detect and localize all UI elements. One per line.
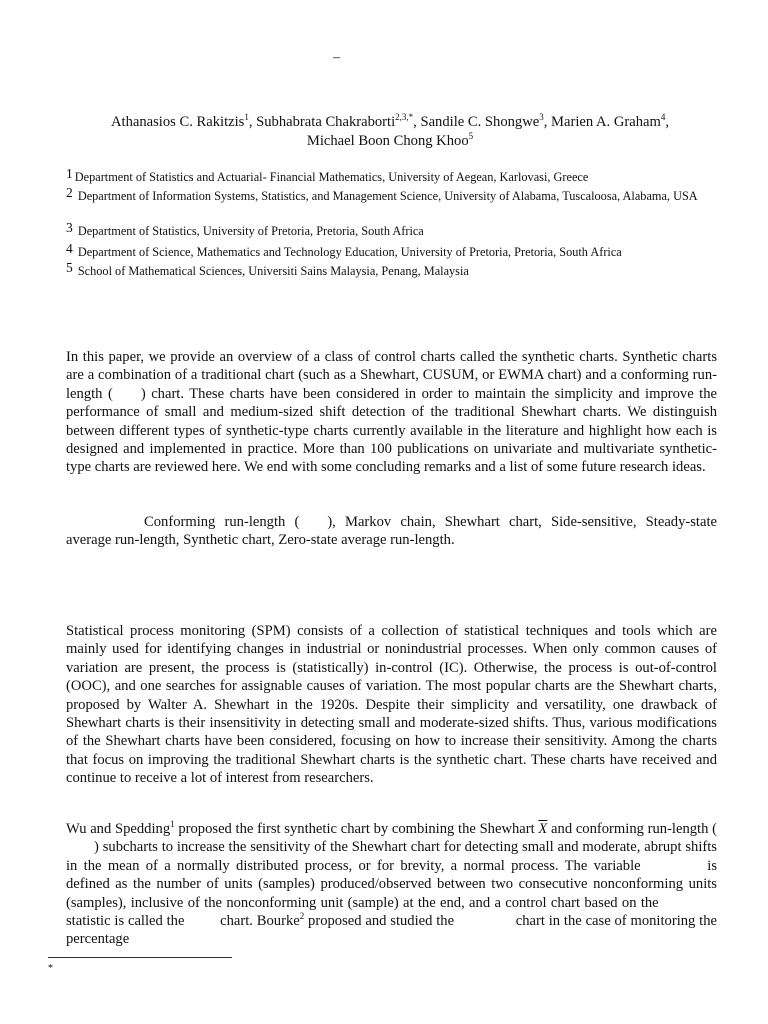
- affiliation-number: 1: [66, 166, 73, 181]
- affiliation-text: Department of Science, Mathematics and Technology Education, University of Pretoria, Pretoria, South Africa: [74, 245, 622, 259]
- author-name: Marien A. Graham: [551, 114, 661, 130]
- affiliation: [66, 260, 716, 279]
- intro-text: proposed and studied the: [304, 913, 455, 930]
- author-affiliation-mark: 5: [468, 131, 474, 142]
- keywords-paragraph: [66, 513, 717, 550]
- abstract-text: In this paper, we provide an overview of a class of control charts called the synthetic charts. Synthetic charts are a combination of a traditional chart (such as a Shewhart, CUSUM, or EWMA chart) and a conforming run-length (: [66, 349, 717, 402]
- intro-text: chart. Bourke: [220, 913, 300, 930]
- abstract-paragraph: [66, 348, 717, 477]
- footnote-mark: *: [48, 963, 53, 974]
- author-name: Subhabrata Chakraborti: [256, 114, 396, 130]
- author-affiliation-mark: 2,3,*: [395, 112, 414, 123]
- affiliation-number: 5: [66, 260, 73, 275]
- author-name: Sandile C. Shongwe: [420, 114, 540, 130]
- footnote-separator: [48, 957, 232, 958]
- abstract-text: ) chart. These charts have been considered in order to maintain the simplicity and improve the performance of small and medium-sized shift detection of the traditional Shewhart charts. We distinguish between different types of synthetic-type charts currently available in the literature and highlight how each is designed and implemented in practice. More than 100 publications on univariate and multivariate synthetic-type charts are reviewed here. We end with some concluding remarks and a list of some future research ideas.: [66, 385, 717, 476]
- affiliation-text: School of Mathematical Sciences, Universiti Sains Malaysia, Penang, Malaysia: [74, 264, 469, 278]
- affiliation: [66, 241, 716, 260]
- affiliation-text: Department of Information Systems, Statistics, and Management Science, University of Alabama, Tuscaloosa, Alabama, USA: [74, 189, 698, 203]
- intro-text: is defined as the number of units (samples) produced/observed between two consecutive nonconforming units (samples), inclusive of the nonconforming unit (sample) at the end, and a control chart based on the: [66, 857, 717, 911]
- affiliation-text: Department of Statistics, University of Pretoria, Pretoria, South Africa: [74, 224, 424, 238]
- affiliation-number: 2: [66, 185, 73, 200]
- intro-text: and conforming run-length (: [547, 821, 717, 837]
- keywords-text: ), Markov chain, Shewhart chart, Side-sensitive, Steady-state average run-length, Synthetic chart, Zero-state average run-length.: [66, 514, 717, 549]
- header-dash: –: [333, 50, 340, 65]
- introduction-paragraph-2: [66, 820, 717, 949]
- affiliation-text: Department of Statistics and Actuarial- Financial Mathematics, University of Aegean, Karlovasi, Greece: [74, 170, 589, 184]
- introduction-paragraph-1: Statistical process monitoring (SPM) consists of a collection of statistical techniques and tools which are mainly used for identifying changes in industrial or nonindustrial processes. When only common causes of variation are present, the process is (statistically) in-control (IC). Otherwise, the process is out-of-control (OOC), and one searches for assignable causes of variation. The most popular charts are the Shewhart charts, proposed by Walter A. Shewhart in the 1920s. Despite their simplicity and versatility, one drawback of Shewhart charts is their insensitivity in detecting small and moderate-sized shifts. Thus, various modifications of the Shewhart charts have been considered, focusing on how to increase their sensitivity. Among the charts that focus on improving the traditional Shewhart charts is the synthetic chart. These charts have received and continue to receive a lot of interest from researchers.: [66, 623, 717, 787]
- author-list: Athanasios C. Rakitzis$^1$, Subhabrata Chakraborti$^{2,3,*}$, Sandile C. Shongwe$^3$, Marien A. Graham$^4$, Michael Boon Chong Khoo$^5$: [110, 112, 670, 149]
- intro-text: Wu and Spedding: [66, 821, 171, 837]
- author-affiliation-mark: 4: [660, 112, 666, 123]
- author-affiliation-mark: 1: [244, 112, 249, 123]
- x-bar-symbol: $\overline{X}$: [538, 821, 548, 837]
- citation-mark: 2: [299, 911, 305, 922]
- affiliation: [66, 220, 716, 239]
- author-name: Michael Boon Chong Khoo: [306, 133, 469, 149]
- keywords-text: Conforming run-length (: [144, 514, 300, 530]
- intro-text: proposed the first synthetic chart by combining the Shewhart: [174, 821, 539, 837]
- intro-text: statistic is called the: [66, 913, 185, 930]
- citation-mark: 1: [170, 819, 175, 830]
- affiliation: [66, 185, 716, 204]
- affiliation-number: 4: [66, 241, 73, 256]
- intro-text: chart in the case of monitoring the percentage: [66, 913, 717, 948]
- author-affiliation-mark: 3: [539, 112, 544, 123]
- affiliation-number: 3: [66, 220, 73, 235]
- affiliation: [66, 166, 716, 185]
- intro-text: ) subcharts to increase the sensitivity of the Shewhart chart for detecting small and moderate, abrupt shifts in the mean of a normally distributed process, or for brevity, a normal process. The variable: [66, 839, 717, 874]
- author-name: Athanasios C. Rakitzis: [110, 114, 245, 130]
